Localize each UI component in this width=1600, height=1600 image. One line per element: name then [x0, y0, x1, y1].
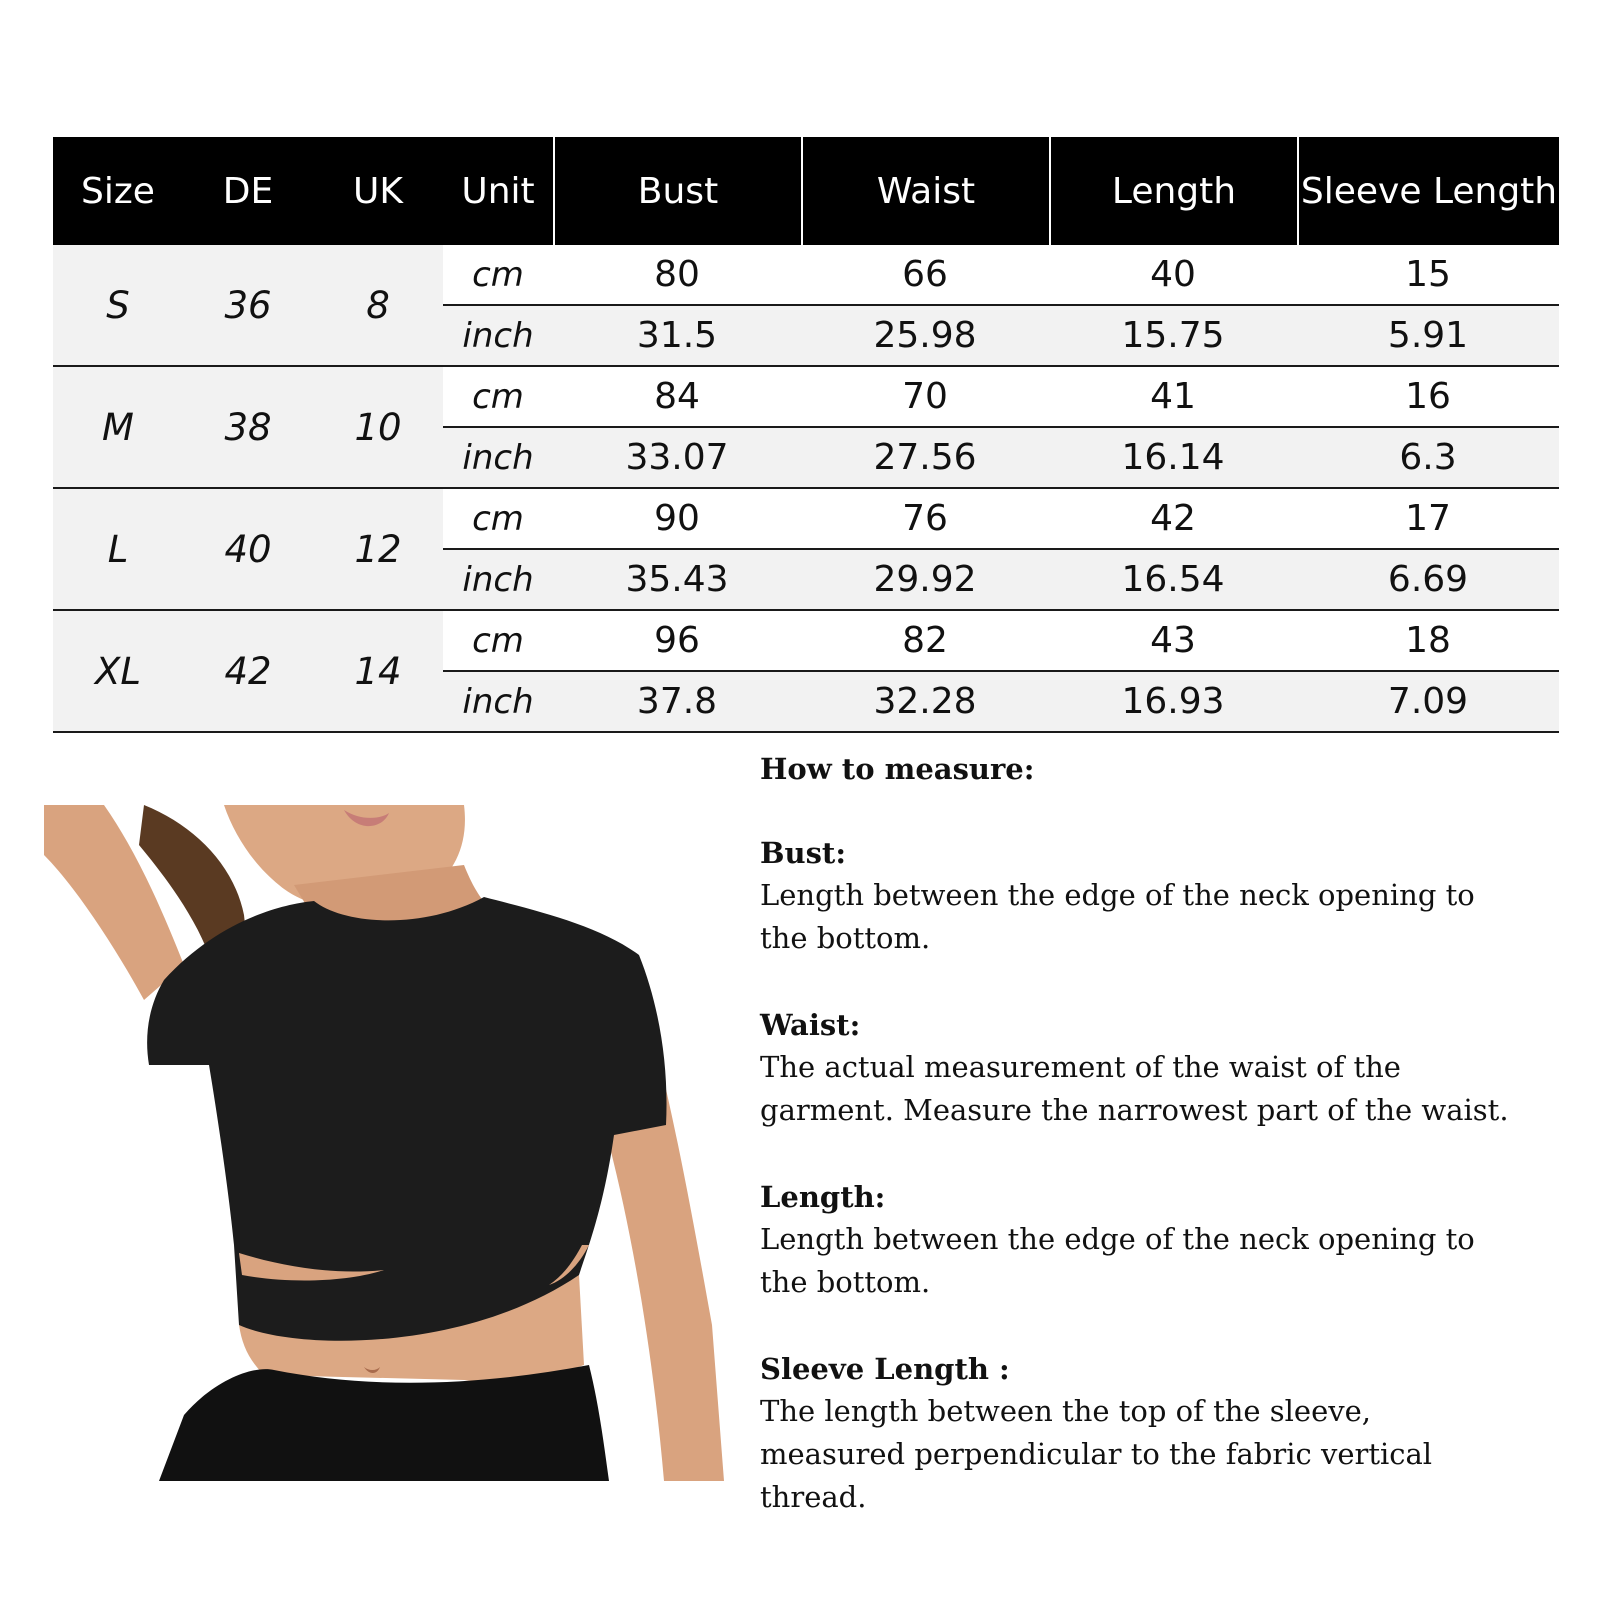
note-line: the bottom. — [760, 921, 931, 955]
bust-value: 33.07 — [625, 437, 729, 478]
note-sleeve-length — [760, 1348, 1560, 1519]
size-group-xl — [53, 611, 1559, 733]
table-row-cm — [443, 489, 1559, 550]
table-row-inch — [443, 428, 1559, 487]
size-group-s — [53, 245, 1559, 367]
sleeve-value: 18 — [1405, 620, 1451, 661]
note-waist — [760, 1004, 1560, 1132]
crop-top-shape — [147, 897, 666, 1353]
sleeve-value: 5.91 — [1387, 315, 1469, 356]
measure-guide — [760, 748, 1560, 1563]
sleeve-value: 6.69 — [1387, 559, 1469, 600]
size-label: XL — [95, 649, 141, 693]
bust-value: 35.43 — [625, 559, 729, 600]
table-header — [53, 137, 1559, 245]
uk-size: 12 — [354, 527, 402, 571]
model-illustration — [44, 805, 724, 1481]
waist-value: 82 — [902, 620, 948, 661]
length-value: 15.75 — [1121, 315, 1225, 356]
waist-value: 32.28 — [873, 681, 977, 722]
table-row-cm — [443, 245, 1559, 306]
note-line: Length between the edge of the neck opening to — [760, 878, 1475, 912]
size-label: M — [102, 405, 134, 449]
note-line: thread. — [760, 1480, 867, 1514]
note-line: Length between the edge of the neck opening to — [760, 1222, 1475, 1256]
sleeve-value: 6.3 — [1399, 437, 1457, 478]
header-bust: Bust — [553, 137, 801, 245]
note-length — [760, 1176, 1560, 1304]
length-value: 16.93 — [1121, 681, 1225, 722]
waist-value: 29.92 — [873, 559, 977, 600]
header-size: Size — [81, 170, 155, 212]
header-waist: Waist — [801, 137, 1049, 245]
measure-guide-title: How to measure: — [760, 752, 1035, 786]
length-value: 42 — [1150, 498, 1196, 539]
unit-label: inch — [462, 315, 534, 356]
waist-value: 27.56 — [873, 437, 977, 478]
sleeve-value: 17 — [1405, 498, 1451, 539]
table-row-inch — [443, 306, 1559, 365]
unit-label: inch — [462, 559, 534, 600]
leggings-shape — [159, 1365, 609, 1481]
table-row-cm — [443, 611, 1559, 672]
unit-label: cm — [472, 376, 524, 417]
header-uk: UK — [353, 170, 403, 212]
size-label: S — [106, 283, 130, 327]
unit-label: cm — [472, 498, 524, 539]
size-chart-table — [53, 137, 1559, 733]
table-row-inch — [443, 672, 1559, 731]
unit-label: inch — [462, 437, 534, 478]
waist-value: 76 — [902, 498, 948, 539]
bust-value: 37.8 — [636, 681, 718, 722]
table-row-cm — [443, 367, 1559, 428]
waist-value: 25.98 — [873, 315, 977, 356]
uk-size: 10 — [354, 405, 402, 449]
note-bust — [760, 832, 1560, 960]
length-value: 41 — [1150, 376, 1196, 417]
sleeve-value: 7.09 — [1387, 681, 1469, 722]
note-line: garment. Measure the narrowest part of the waist. — [760, 1093, 1509, 1127]
unit-label: inch — [462, 681, 534, 722]
waist-value: 66 — [902, 254, 948, 295]
model-photo — [44, 805, 724, 1481]
note-heading: Length: — [760, 1180, 886, 1214]
de-size: 42 — [224, 649, 272, 693]
note-line: The length between the top of the sleeve, — [760, 1394, 1372, 1428]
note-line: the bottom. — [760, 1265, 931, 1299]
size-group-l — [53, 489, 1559, 611]
size-group-m — [53, 367, 1559, 489]
unit-label: cm — [472, 254, 524, 295]
uk-size: 8 — [366, 283, 390, 327]
length-value: 43 — [1150, 620, 1196, 661]
header-de: DE — [222, 170, 274, 212]
de-size: 38 — [224, 405, 272, 449]
note-heading: Sleeve Length : — [760, 1352, 1010, 1386]
size-label: L — [107, 527, 129, 571]
note-line: The actual measurement of the waist of the — [760, 1050, 1401, 1084]
sleeve-value: 16 — [1405, 376, 1451, 417]
bust-value: 31.5 — [636, 315, 718, 356]
note-line: measured perpendicular to the fabric vertical — [760, 1437, 1433, 1471]
header-length: Length — [1049, 137, 1297, 245]
length-value: 16.14 — [1121, 437, 1225, 478]
unit-label: cm — [472, 620, 524, 661]
note-heading: Waist: — [760, 1008, 861, 1042]
bust-value: 90 — [654, 498, 700, 539]
header-unit: Unit — [461, 170, 535, 212]
waist-value: 70 — [902, 376, 948, 417]
bust-value: 96 — [654, 620, 700, 661]
bust-value: 80 — [654, 254, 700, 295]
table-row-inch — [443, 550, 1559, 609]
sleeve-value: 15 — [1405, 254, 1451, 295]
uk-size: 14 — [354, 649, 402, 693]
de-size: 36 — [224, 283, 272, 327]
length-value: 16.54 — [1121, 559, 1225, 600]
header-sleeve-length: Sleeve Length — [1297, 137, 1559, 245]
de-size: 40 — [224, 527, 272, 571]
bust-value: 84 — [654, 376, 700, 417]
length-value: 40 — [1150, 254, 1196, 295]
note-heading: Bust: — [760, 836, 847, 870]
